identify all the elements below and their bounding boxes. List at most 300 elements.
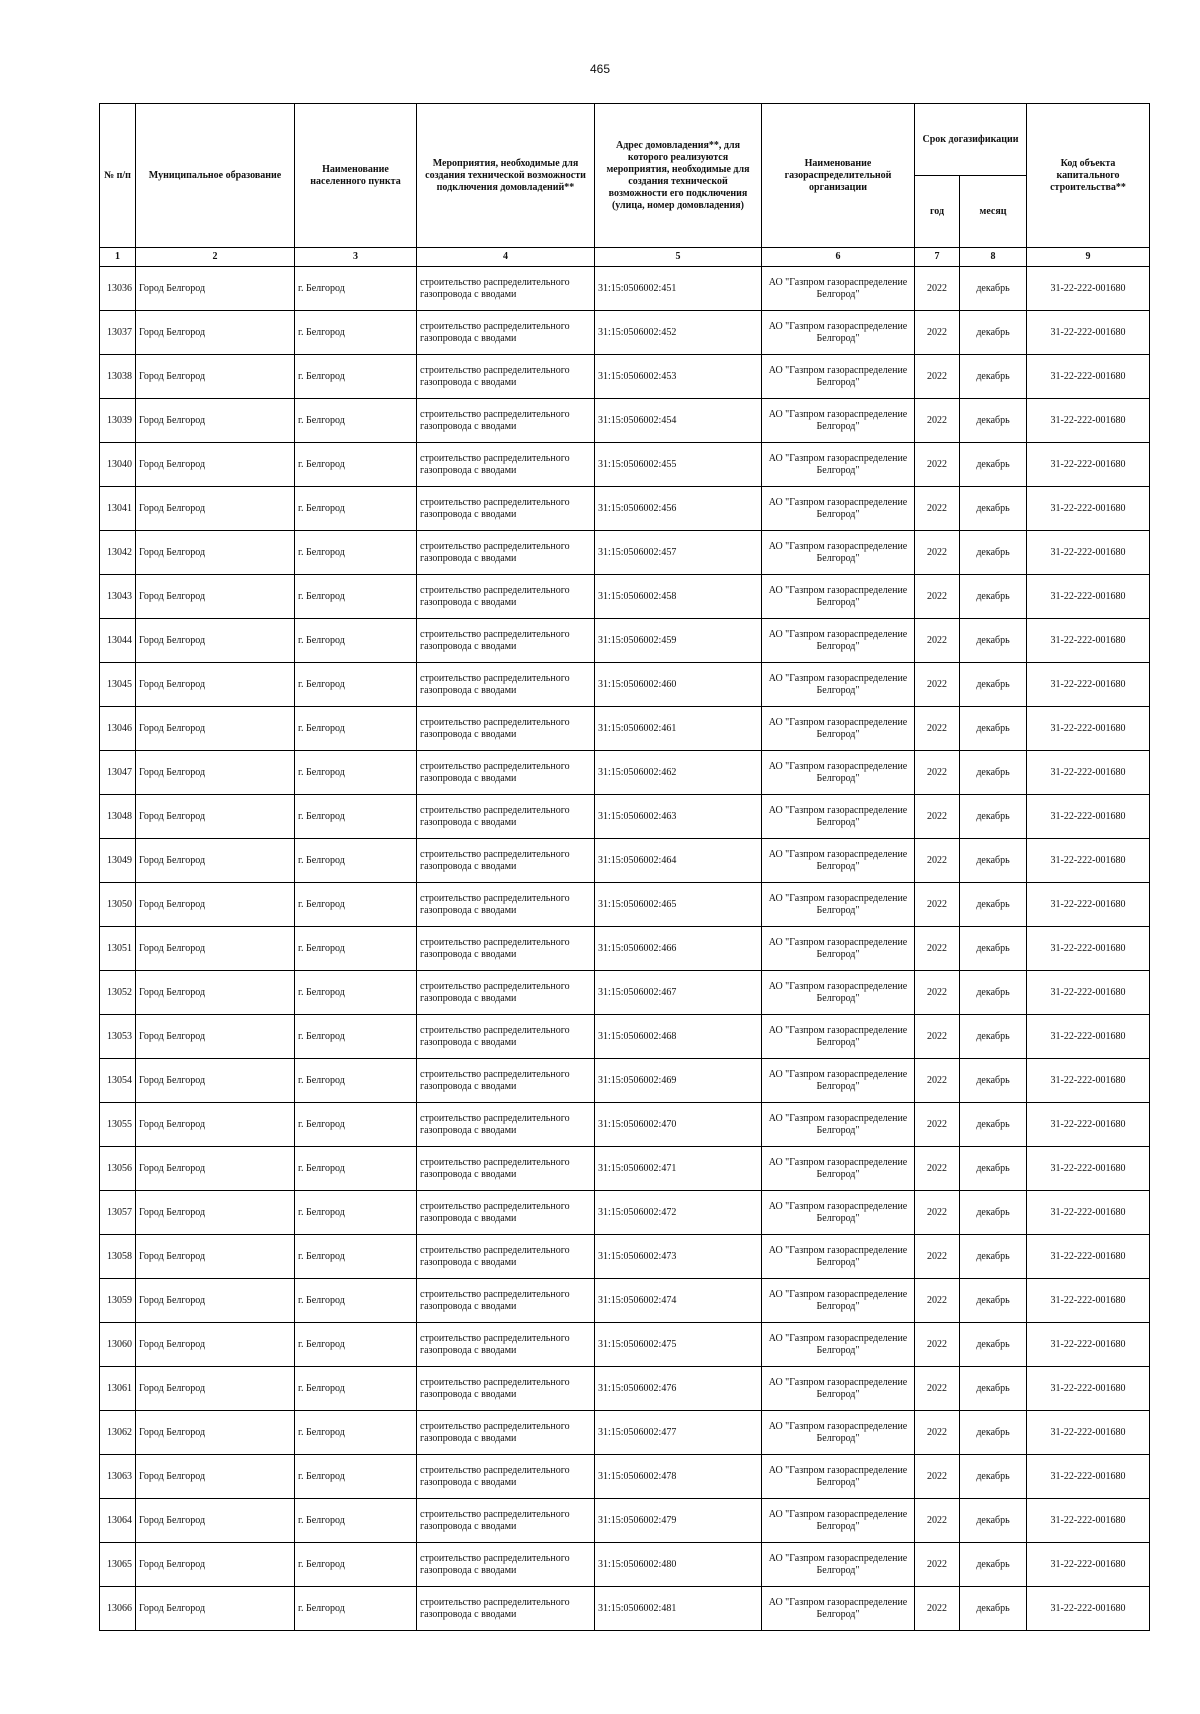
locality-cell: г. Белгород [295,927,417,971]
municipality-cell: Город Белгород [136,1103,295,1147]
year-cell: 2022 [915,1279,960,1323]
locality-cell: г. Белгород [295,355,417,399]
table-row [100,355,1150,399]
locality-cell: г. Белгород [295,267,417,311]
object-code-cell: 31-22-222-001680 [1027,751,1150,795]
activity-cell: строительство распределительного газопровода с вводами [417,443,595,487]
table-row [100,487,1150,531]
municipality-cell: Город Белгород [136,531,295,575]
organization-cell: АО "Газпром газораспределение Белгород" [762,663,915,707]
object-code-cell: 31-22-222-001680 [1027,1015,1150,1059]
organization-cell: АО "Газпром газораспределение Белгород" [762,751,915,795]
municipality-cell: Город Белгород [136,751,295,795]
organization-cell: АО "Газпром газораспределение Белгород" [762,267,915,311]
organization-cell: АО "Газпром газораспределение Белгород" [762,1499,915,1543]
activity-cell: строительство распределительного газопровода с вводами [417,1367,595,1411]
table-row [100,267,1150,311]
column-number: 3 [295,248,417,267]
year-cell: 2022 [915,1587,960,1631]
activity-cell: строительство распределительного газопровода с вводами [417,663,595,707]
organization-cell: АО "Газпром газораспределение Белгород" [762,707,915,751]
locality-cell: г. Белгород [295,1543,417,1587]
activity-cell: строительство распределительного газопровода с вводами [417,795,595,839]
row-number: 13039 [100,399,136,443]
address-cell: 31:15:0506002:457 [595,531,762,575]
month-cell: декабрь [960,443,1027,487]
locality-cell: г. Белгород [295,1367,417,1411]
year-cell: 2022 [915,311,960,355]
organization-cell: АО "Газпром газораспределение Белгород" [762,531,915,575]
object-code-cell: 31-22-222-001680 [1027,355,1150,399]
locality-cell: г. Белгород [295,1411,417,1455]
activity-cell: строительство распределительного газопровода с вводами [417,1103,595,1147]
table-row [100,443,1150,487]
municipality-cell: Город Белгород [136,619,295,663]
address-cell: 31:15:0506002:458 [595,575,762,619]
table-row [100,1147,1150,1191]
activity-cell: строительство распределительного газопровода с вводами [417,1279,595,1323]
table-row [100,619,1150,663]
address-cell: 31:15:0506002:475 [595,1323,762,1367]
activity-cell: строительство распределительного газопровода с вводами [417,1323,595,1367]
locality-cell: г. Белгород [295,1279,417,1323]
object-code-cell: 31-22-222-001680 [1027,839,1150,883]
address-cell: 31:15:0506002:478 [595,1455,762,1499]
month-cell: декабрь [960,1103,1027,1147]
municipality-cell: Город Белгород [136,1367,295,1411]
header-activity: Мероприятия, необходимые для создания технической возможности подключения домовладений** [417,104,595,248]
row-number: 13049 [100,839,136,883]
column-number: 4 [417,248,595,267]
activity-cell: строительство распределительного газопровода с вводами [417,751,595,795]
activity-cell: строительство распределительного газопровода с вводами [417,267,595,311]
object-code-cell: 31-22-222-001680 [1027,795,1150,839]
activity-cell: строительство распределительного газопровода с вводами [417,1587,595,1631]
address-cell: 31:15:0506002:456 [595,487,762,531]
month-cell: декабрь [960,1367,1027,1411]
table-row [100,1059,1150,1103]
municipality-cell: Город Белгород [136,1059,295,1103]
municipality-cell: Город Белгород [136,1543,295,1587]
month-cell: декабрь [960,751,1027,795]
municipality-cell: Город Белгород [136,1015,295,1059]
month-cell: декабрь [960,1191,1027,1235]
month-cell: декабрь [960,1059,1027,1103]
year-cell: 2022 [915,1455,960,1499]
organization-cell: АО "Газпром газораспределение Белгород" [762,487,915,531]
object-code-cell: 31-22-222-001680 [1027,1147,1150,1191]
row-number: 13042 [100,531,136,575]
month-cell: декабрь [960,267,1027,311]
organization-cell: АО "Газпром газораспределение Белгород" [762,1191,915,1235]
table-row [100,1455,1150,1499]
year-cell: 2022 [915,927,960,971]
object-code-cell: 31-22-222-001680 [1027,1279,1150,1323]
locality-cell: г. Белгород [295,1455,417,1499]
header-address: Адрес домовладения**, для которого реализуются мероприятия, необходимые для создания технической возможности его подключения (улица, номер домовладения) [595,104,762,248]
table-row [100,751,1150,795]
table-row [100,971,1150,1015]
table-body [100,267,1150,1631]
organization-cell: АО "Газпром газораспределение Белгород" [762,1455,915,1499]
table-row [100,663,1150,707]
address-cell: 31:15:0506002:462 [595,751,762,795]
object-code-cell: 31-22-222-001680 [1027,663,1150,707]
month-cell: декабрь [960,1499,1027,1543]
address-cell: 31:15:0506002:452 [595,311,762,355]
month-cell: декабрь [960,1587,1027,1631]
address-cell: 31:15:0506002:481 [595,1587,762,1631]
row-number: 13063 [100,1455,136,1499]
row-number: 13053 [100,1015,136,1059]
month-cell: декабрь [960,1543,1027,1587]
object-code-cell: 31-22-222-001680 [1027,1059,1150,1103]
row-number: 13041 [100,487,136,531]
row-number: 13062 [100,1411,136,1455]
table-row [100,927,1150,971]
activity-cell: строительство распределительного газопровода с вводами [417,839,595,883]
locality-cell: г. Белгород [295,707,417,751]
municipality-cell: Город Белгород [136,663,295,707]
object-code-cell: 31-22-222-001680 [1027,1235,1150,1279]
object-code-cell: 31-22-222-001680 [1027,883,1150,927]
row-number: 13056 [100,1147,136,1191]
activity-cell: строительство распределительного газопровода с вводами [417,1235,595,1279]
year-cell: 2022 [915,355,960,399]
locality-cell: г. Белгород [295,619,417,663]
month-cell: декабрь [960,1455,1027,1499]
municipality-cell: Город Белгород [136,1147,295,1191]
month-cell: декабрь [960,1323,1027,1367]
activity-cell: строительство распределительного газопровода с вводами [417,399,595,443]
organization-cell: АО "Газпром газораспределение Белгород" [762,927,915,971]
header-code: Код объекта капитального строительства** [1027,104,1150,248]
address-cell: 31:15:0506002:453 [595,355,762,399]
organization-cell: АО "Газпром газораспределение Белгород" [762,1103,915,1147]
address-cell: 31:15:0506002:473 [595,1235,762,1279]
year-cell: 2022 [915,883,960,927]
table-row [100,839,1150,883]
year-cell: 2022 [915,619,960,663]
object-code-cell: 31-22-222-001680 [1027,1323,1150,1367]
locality-cell: г. Белгород [295,1323,417,1367]
object-code-cell: 31-22-222-001680 [1027,1191,1150,1235]
row-number: 13047 [100,751,136,795]
month-cell: декабрь [960,839,1027,883]
organization-cell: АО "Газпром газораспределение Белгород" [762,1235,915,1279]
object-code-cell: 31-22-222-001680 [1027,1455,1150,1499]
address-cell: 31:15:0506002:477 [595,1411,762,1455]
address-cell: 31:15:0506002:461 [595,707,762,751]
header-deadline: Срок догазификации [915,104,1027,176]
row-number: 13044 [100,619,136,663]
year-cell: 2022 [915,1411,960,1455]
month-cell: декабрь [960,575,1027,619]
table-row [100,311,1150,355]
address-cell: 31:15:0506002:479 [595,1499,762,1543]
activity-cell: строительство распределительного газопровода с вводами [417,1191,595,1235]
month-cell: декабрь [960,487,1027,531]
address-cell: 31:15:0506002:467 [595,971,762,1015]
activity-cell: строительство распределительного газопровода с вводами [417,1455,595,1499]
table-row [100,1587,1150,1631]
municipality-cell: Город Белгород [136,1323,295,1367]
table-row [100,1103,1150,1147]
year-cell: 2022 [915,399,960,443]
address-cell: 31:15:0506002:472 [595,1191,762,1235]
object-code-cell: 31-22-222-001680 [1027,1103,1150,1147]
address-cell: 31:15:0506002:470 [595,1103,762,1147]
month-cell: декабрь [960,399,1027,443]
address-cell: 31:15:0506002:469 [595,1059,762,1103]
month-cell: декабрь [960,707,1027,751]
table-row [100,399,1150,443]
column-number-row [100,248,1150,267]
row-number: 13061 [100,1367,136,1411]
header-month: месяц [960,176,1027,248]
table-row [100,1323,1150,1367]
table-row [100,795,1150,839]
organization-cell: АО "Газпром газораспределение Белгород" [762,443,915,487]
month-cell: декабрь [960,971,1027,1015]
locality-cell: г. Белгород [295,839,417,883]
organization-cell: АО "Газпром газораспределение Белгород" [762,839,915,883]
year-cell: 2022 [915,1103,960,1147]
table-row [100,1015,1150,1059]
locality-cell: г. Белгород [295,795,417,839]
municipality-cell: Город Белгород [136,487,295,531]
locality-cell: г. Белгород [295,1015,417,1059]
locality-cell: г. Белгород [295,1235,417,1279]
table-row [100,575,1150,619]
row-number: 13043 [100,575,136,619]
address-cell: 31:15:0506002:459 [595,619,762,663]
row-number: 13058 [100,1235,136,1279]
table-row [100,1411,1150,1455]
organization-cell: АО "Газпром газораспределение Белгород" [762,795,915,839]
organization-cell: АО "Газпром газораспределение Белгород" [762,1587,915,1631]
table-row [100,1279,1150,1323]
locality-cell: г. Белгород [295,751,417,795]
row-number: 13045 [100,663,136,707]
table-row [100,1543,1150,1587]
activity-cell: строительство распределительного газопровода с вводами [417,707,595,751]
activity-cell: строительство распределительного газопровода с вводами [417,311,595,355]
activity-cell: строительство распределительного газопровода с вводами [417,487,595,531]
organization-cell: АО "Газпром газораспределение Белгород" [762,1323,915,1367]
object-code-cell: 31-22-222-001680 [1027,531,1150,575]
row-number: 13050 [100,883,136,927]
address-cell: 31:15:0506002:476 [595,1367,762,1411]
organization-cell: АО "Газпром газораспределение Белгород" [762,1279,915,1323]
table-row [100,1235,1150,1279]
year-cell: 2022 [915,1147,960,1191]
organization-cell: АО "Газпром газораспределение Белгород" [762,1015,915,1059]
header-locality: Наименование населенного пункта [295,104,417,248]
locality-cell: г. Белгород [295,311,417,355]
month-cell: декабрь [960,1015,1027,1059]
year-cell: 2022 [915,1543,960,1587]
year-cell: 2022 [915,1367,960,1411]
column-number: 6 [762,248,915,267]
table-row [100,883,1150,927]
year-cell: 2022 [915,1015,960,1059]
organization-cell: АО "Газпром газораспределение Белгород" [762,1543,915,1587]
activity-cell: строительство распределительного газопровода с вводами [417,927,595,971]
municipality-cell: Город Белгород [136,311,295,355]
locality-cell: г. Белгород [295,663,417,707]
row-number: 13048 [100,795,136,839]
row-number: 13038 [100,355,136,399]
page-number: 465 [589,62,611,76]
row-number: 13065 [100,1543,136,1587]
table-row [100,707,1150,751]
object-code-cell: 31-22-222-001680 [1027,1587,1150,1631]
object-code-cell: 31-22-222-001680 [1027,619,1150,663]
month-cell: декабрь [960,311,1027,355]
object-code-cell: 31-22-222-001680 [1027,1411,1150,1455]
municipality-cell: Город Белгород [136,1411,295,1455]
table-row [100,1367,1150,1411]
activity-cell: строительство распределительного газопровода с вводами [417,1499,595,1543]
address-cell: 31:15:0506002:465 [595,883,762,927]
month-cell: декабрь [960,795,1027,839]
year-cell: 2022 [915,1059,960,1103]
organization-cell: АО "Газпром газораспределение Белгород" [762,619,915,663]
organization-cell: АО "Газпром газораспределение Белгород" [762,355,915,399]
organization-cell: АО "Газпром газораспределение Белгород" [762,1147,915,1191]
municipality-cell: Город Белгород [136,707,295,751]
organization-cell: АО "Газпром газораспределение Белгород" [762,575,915,619]
year-cell: 2022 [915,751,960,795]
address-cell: 31:15:0506002:480 [595,1543,762,1587]
year-cell: 2022 [915,487,960,531]
address-cell: 31:15:0506002:451 [595,267,762,311]
month-cell: декабрь [960,1411,1027,1455]
year-cell: 2022 [915,707,960,751]
row-number: 13055 [100,1103,136,1147]
locality-cell: г. Белгород [295,487,417,531]
year-cell: 2022 [915,663,960,707]
year-cell: 2022 [915,531,960,575]
row-number: 13051 [100,927,136,971]
municipality-cell: Город Белгород [136,883,295,927]
activity-cell: строительство распределительного газопровода с вводами [417,575,595,619]
organization-cell: АО "Газпром газораспределение Белгород" [762,311,915,355]
row-number: 13037 [100,311,136,355]
organization-cell: АО "Газпром газораспределение Белгород" [762,1367,915,1411]
activity-cell: строительство распределительного газопровода с вводами [417,883,595,927]
row-number: 13036 [100,267,136,311]
row-number: 13057 [100,1191,136,1235]
month-cell: декабрь [960,1147,1027,1191]
activity-cell: строительство распределительного газопровода с вводами [417,971,595,1015]
object-code-cell: 31-22-222-001680 [1027,443,1150,487]
row-number: 13066 [100,1587,136,1631]
address-cell: 31:15:0506002:460 [595,663,762,707]
year-cell: 2022 [915,1499,960,1543]
object-code-cell: 31-22-222-001680 [1027,267,1150,311]
object-code-cell: 31-22-222-001680 [1027,399,1150,443]
municipality-cell: Город Белгород [136,1279,295,1323]
month-cell: декабрь [960,1279,1027,1323]
organization-cell: АО "Газпром газораспределение Белгород" [762,1059,915,1103]
municipality-cell: Город Белгород [136,399,295,443]
column-number: 8 [960,248,1027,267]
locality-cell: г. Белгород [295,1191,417,1235]
gasification-table [99,103,1150,1631]
column-number: 9 [1027,248,1150,267]
activity-cell: строительство распределительного газопровода с вводами [417,1543,595,1587]
column-number: 2 [136,248,295,267]
activity-cell: строительство распределительного газопровода с вводами [417,1059,595,1103]
municipality-cell: Город Белгород [136,971,295,1015]
address-cell: 31:15:0506002:463 [595,795,762,839]
year-cell: 2022 [915,267,960,311]
activity-cell: строительство распределительного газопровода с вводами [417,531,595,575]
municipality-cell: Город Белгород [136,443,295,487]
table-row [100,531,1150,575]
locality-cell: г. Белгород [295,1147,417,1191]
municipality-cell: Город Белгород [136,1191,295,1235]
year-cell: 2022 [915,795,960,839]
row-number: 13059 [100,1279,136,1323]
organization-cell: АО "Газпром газораспределение Белгород" [762,971,915,1015]
object-code-cell: 31-22-222-001680 [1027,1367,1150,1411]
locality-cell: г. Белгород [295,1103,417,1147]
month-cell: декабрь [960,531,1027,575]
locality-cell: г. Белгород [295,531,417,575]
locality-cell: г. Белгород [295,971,417,1015]
activity-cell: строительство распределительного газопровода с вводами [417,1015,595,1059]
month-cell: декабрь [960,883,1027,927]
month-cell: декабрь [960,663,1027,707]
month-cell: декабрь [960,927,1027,971]
object-code-cell: 31-22-222-001680 [1027,575,1150,619]
column-number: 1 [100,248,136,267]
row-number: 13046 [100,707,136,751]
header-org: Наименование газораспределительной организации [762,104,915,248]
header-num: № п/п [100,104,136,248]
object-code-cell: 31-22-222-001680 [1027,1543,1150,1587]
municipality-cell: Город Белгород [136,267,295,311]
row-number: 13040 [100,443,136,487]
year-cell: 2022 [915,443,960,487]
address-cell: 31:15:0506002:464 [595,839,762,883]
locality-cell: г. Белгород [295,883,417,927]
month-cell: декабрь [960,1235,1027,1279]
row-number: 13054 [100,1059,136,1103]
year-cell: 2022 [915,839,960,883]
locality-cell: г. Белгород [295,443,417,487]
locality-cell: г. Белгород [295,575,417,619]
locality-cell: г. Белгород [295,399,417,443]
municipality-cell: Город Белгород [136,927,295,971]
activity-cell: строительство распределительного газопровода с вводами [417,355,595,399]
header-year: год [915,176,960,248]
municipality-cell: Город Белгород [136,575,295,619]
activity-cell: строительство распределительного газопровода с вводами [417,619,595,663]
address-cell: 31:15:0506002:471 [595,1147,762,1191]
address-cell: 31:15:0506002:474 [595,1279,762,1323]
address-cell: 31:15:0506002:454 [595,399,762,443]
year-cell: 2022 [915,575,960,619]
activity-cell: строительство распределительного газопровода с вводами [417,1411,595,1455]
object-code-cell: 31-22-222-001680 [1027,487,1150,531]
address-cell: 31:15:0506002:468 [595,1015,762,1059]
row-number: 13064 [100,1499,136,1543]
locality-cell: г. Белгород [295,1587,417,1631]
